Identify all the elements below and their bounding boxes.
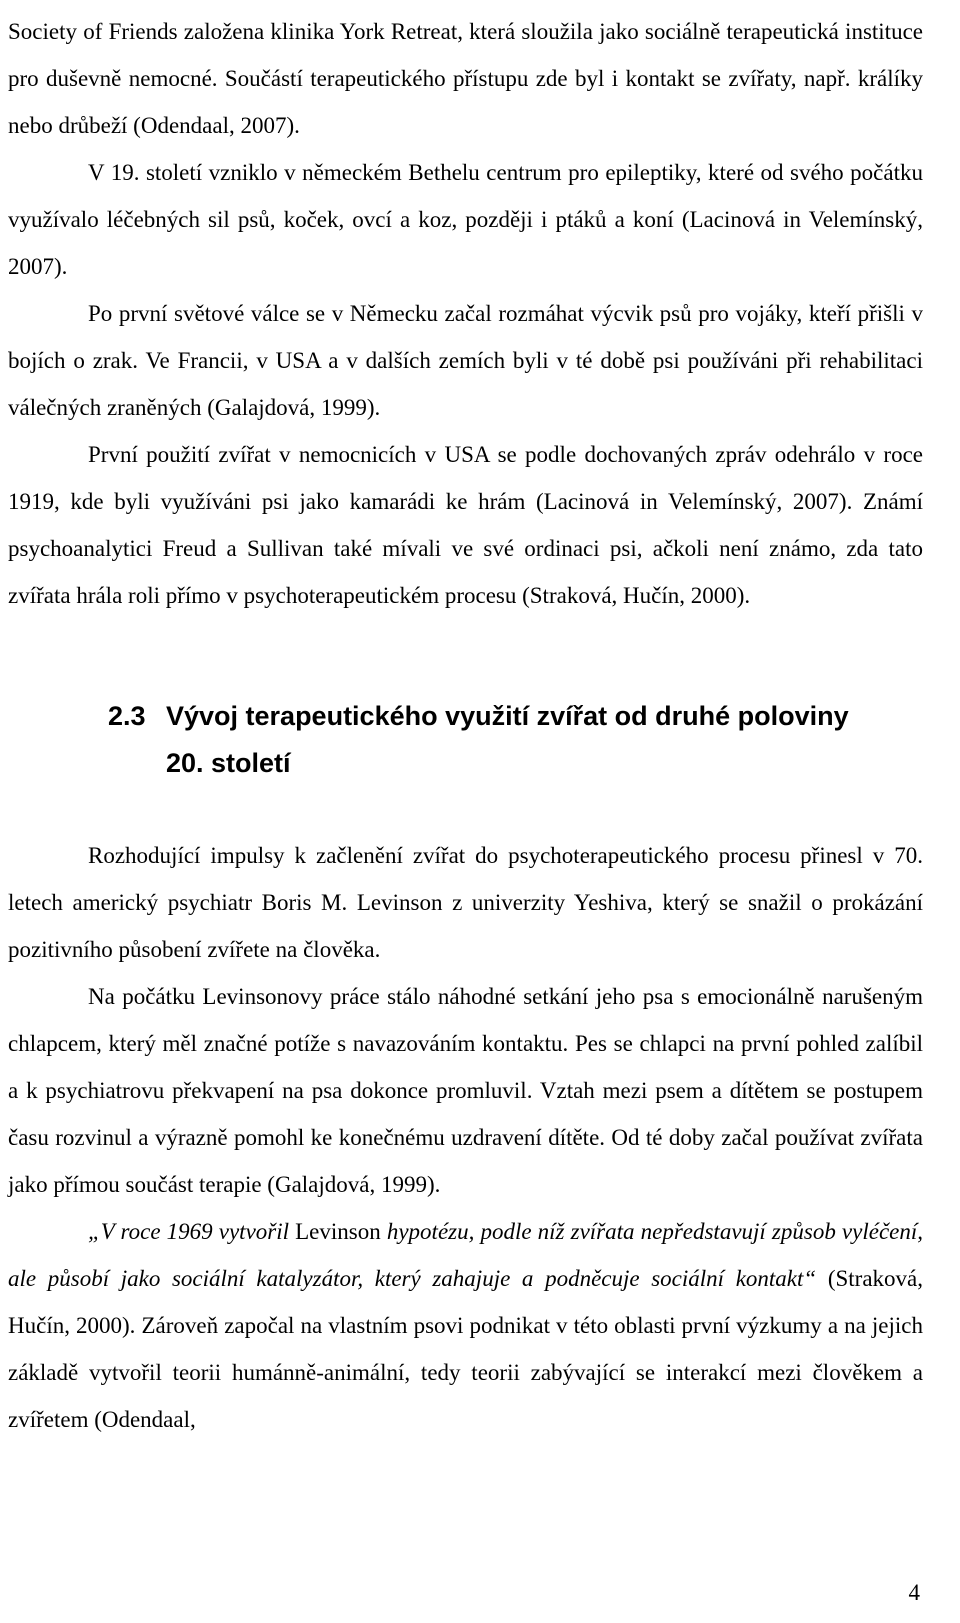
quote-part4: (Straková, Hučín, 2000). Zároveň započal na vlastním psovi podnikat v této oblasti první výzkumy a na jejich základě vytvořil teorii humánně-animální, tedy teorii zabývající se interakcí mezi člověkem a zvířetem (Odendaal, <box>8 1266 924 1432</box>
quote-part3: hypotézu, podle níž zvířata nepředstavují způsob vyléčení, ale působí jako sociální katalyzátor, který zahajuje a podněcuje sociální kontakt“ <box>8 1219 924 1291</box>
section-title-line1: Vývoj terapeutického využití zvířat od druhé poloviny <box>166 701 849 731</box>
quote-part2: Levinson <box>295 1219 387 1244</box>
paragraph-levinson-hypothesis <box>8 1208 923 1443</box>
paragraph-usa-hospitals: První použití zvířat v nemocnicích v USA se podle dochovaných zpráv odehrálo v roce 1919, kde byli využíváni psi jako kamarádi ke hrám (Lacinová in Velemínský, 2007). Známí psychoanalytici Freud a Sullivan také mívali ve své ordinaci psi, ačkoli není známo, zda tato zvířata hrála roli přímo v psychoterapeutickém procesu (Straková, Hučín, 2000). <box>8 442 923 608</box>
section-title-line2: 20. století <box>166 748 291 778</box>
paragraph-world-war: Po první světové válce se v Německu začal rozmáhat výcvik psů pro vojáky, kteří přišli v bojích o zrak. Ve Francii, v USA a v dalších zemích byli v té době psi používáni při rehabilitaci válečných zraněných (Galajdová, 1999). <box>8 301 923 420</box>
text-section-bottom <box>8 832 923 1443</box>
text-section-top <box>8 8 923 619</box>
section-heading <box>108 693 928 787</box>
paragraph-levinson-intro: Rozhodující impulsy k začlenění zvířat do psychoterapeutického procesu přinesl v 70. letech americký psychiatr Boris M. Levinson z univerzity Yeshiva, který se snažil o prokázání pozitivního působení zvířete na člověka. <box>8 843 923 962</box>
paragraph-bethel: V 19. století vzniklo v německém Bethelu centrum pro epileptiky, které od svého počátku využívalo léčebných sil psů, koček, ovcí a koz, později i ptáků a koní (Lacinová in Velemínský, 2007). <box>8 160 923 279</box>
quote-part1: „V roce 1969 vytvořil <box>88 1219 296 1244</box>
paragraph-york-retreat: Society of Friends založena klinika York Retreat, která sloužila jako sociálně terapeutická instituce pro duševně nemocné. Součástí terapeutického přístupu zde byl i kontakt se zvířaty, např. králíky nebo drůbeží (Odendaal, 2007). <box>8 19 923 138</box>
paragraph-levinson-dog: Na počátku Levinsonovy práce stálo náhodné setkání jeho psa s emocionálně narušeným chlapcem, který měl značné potíže s navazováním kontaktu. Pes se chlapci na první pohled zalíbil a k psychiatrovu překvapení na psa dokonce promluvil. Vztah mezi psem a dítětem se postupem času rozvinul a výrazně pomohl ke konečnému uzdravení dítěte. Od té doby začal používat zvířata jako přímou součást terapie (Galajdová, 1999). <box>8 984 923 1197</box>
page-number: 4 <box>908 1580 920 1605</box>
section-number: 2.3 <box>108 701 146 731</box>
